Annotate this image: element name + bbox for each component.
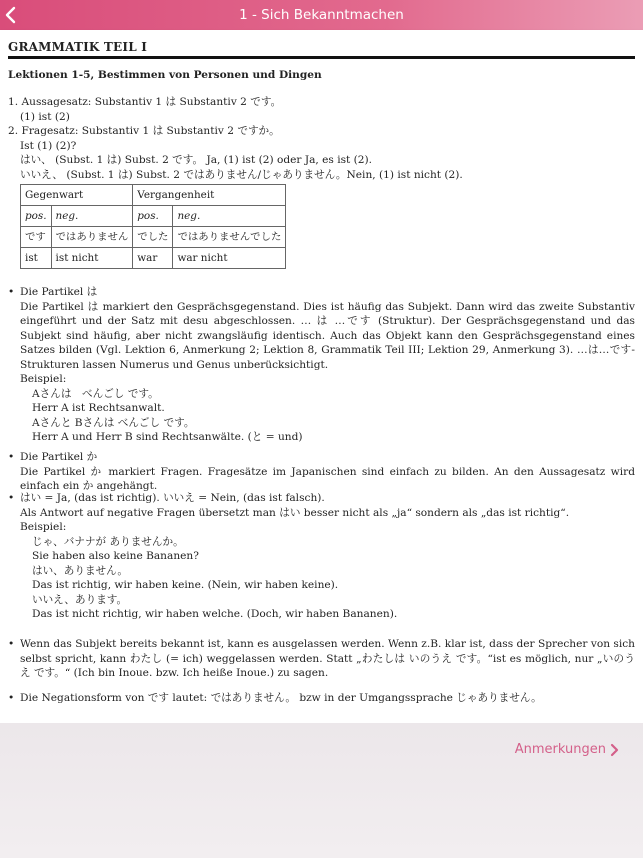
bullet-title: はい = Ja, (das ist richtig). いいえ = Nein, (das ist falsch). [20, 492, 325, 504]
navigation-bar [0, 0, 643, 30]
list-number: 2. [8, 125, 19, 137]
next-page-link[interactable] [515, 742, 619, 757]
list-item [8, 95, 463, 110]
table-cell: neg. [51, 206, 133, 227]
heading-rule [8, 56, 635, 59]
bullet-title-row [8, 285, 635, 300]
table-row [21, 248, 286, 269]
bullet-hai-iie [8, 491, 635, 622]
example-line: Aさんと Bさんは べんごし です。 [32, 416, 195, 429]
example-line: いいえ、あります。 [32, 593, 128, 606]
bullet-icon: • [8, 451, 15, 463]
list-number: 1. [8, 96, 19, 108]
section-heading: GRAMMATIK TEIL I [8, 40, 148, 54]
example-line: Aさんは べんごし です。 [32, 387, 159, 400]
bullet-icon: • [8, 692, 15, 704]
bullet-title: Die Partikel か [20, 451, 98, 463]
example-label: Beispiel: [20, 521, 67, 533]
bullet-title-row [8, 491, 635, 506]
table-row [21, 227, 286, 248]
example-line: はい、ありません。 [32, 564, 128, 577]
table-cell: ではありませんでした [173, 227, 286, 248]
example-line: Sie haben also keine Bananen? [32, 550, 199, 562]
bullet-text: Als Antwort auf negative Fragen übersetzt man はい besser nicht als „ja“ sondern als „das ist richtig“. [20, 506, 570, 519]
list-text: Aussagesatz: Substantiv 1 は Substantiv 2 です。 [21, 96, 282, 108]
list-text: はい、 (Subst. 1 は) Subst. 2 です。 Ja, (1) ist (2) oder Ja, es ist (2). [20, 154, 373, 166]
table-cell: war [133, 248, 173, 269]
example-line: じゃ、バナナが ありませんか。 [32, 535, 184, 548]
table-row [21, 185, 286, 206]
table-cell: です [21, 227, 52, 248]
bullet-title-row [8, 450, 635, 465]
numbered-list [8, 95, 463, 182]
bullet-subject-omission [8, 637, 635, 681]
table-header: Gegenwart [21, 185, 133, 206]
example-list [20, 535, 635, 622]
grammar-table [20, 184, 286, 269]
table-cell: ist nicht [51, 248, 133, 269]
table-cell: war nicht [173, 248, 286, 269]
bullet-text: Die Partikel は markiert den Gesprächsgegenstand. Dies ist häufig das Subjekt. Dann wird das zweite Substantiv eingeführt und der Satz mit desu abgeschlossen. … は …です (Struktur). Der Gesprächsgegenstand und das Subjekt sind häufig, aber nicht zwangsläufig identisch. Auch das Objekt kann den Gesprächsgegenstand eines Satzes bilden (Vgl. Lektion 6, Anmerkung 2; Lektion 8, Grammatik Teil III; Lektion 29, Anmerkung 3). …は…です-Strukturen lassen Numerus und Genus unberücksichtigt. [20, 300, 635, 371]
list-item [8, 124, 463, 139]
bullet-icon: • [8, 492, 15, 504]
example-line: Das ist richtig, wir haben keine. (Nein, wir haben keine). [32, 579, 339, 591]
bullet-icon: • [8, 638, 15, 650]
footer-area [0, 723, 643, 858]
list-text: Fragesatz: Substantiv 1 は Substantiv 2 ですか。 [21, 125, 280, 137]
chevron-right-icon [609, 743, 619, 757]
example-list [20, 387, 635, 445]
table-cell: でした [133, 227, 173, 248]
bullet-negation [8, 691, 635, 706]
content-page[interactable] [0, 30, 643, 723]
example-label: Beispiel: [20, 373, 67, 385]
bullet-row [8, 691, 635, 706]
bullet-title: Die Partikel は [20, 286, 98, 298]
table-cell: pos. [133, 206, 173, 227]
example-line: Herr A und Herr B sind Rechtsanwälte. (と = und) [32, 431, 303, 443]
table-cell: neg. [173, 206, 286, 227]
page-title: 1 - Sich Bekanntmachen [239, 7, 404, 23]
table-cell: pos. [21, 206, 52, 227]
bullet-text: Wenn das Subjekt bereits bekannt ist, kann es ausgelassen werden. Wenn z.B. klar ist, dass der Sprecher von sich selbst spricht, kann わたし (= ich) weggelassen werden. Statt „わたしは いのうえ です。“ist es möglich, nur „いのうえ です。“ (Ich bin Inoue. bzw. Ich heiße Inoue.) zu sagen. [20, 638, 635, 679]
bullet-text: Die Negationsform von です lautet: ではありません。 bzw in der Umgangssprache じゃありません。 [20, 692, 542, 704]
list-text: Ist (1) (2)? [20, 139, 77, 152]
table-row [21, 206, 286, 227]
bullet-particle-ka [8, 450, 635, 494]
bullet-text: Die Partikel か markiert Fragen. Fragesätze im Japanischen sind einfach zu bilden. An den Aussagesatz wird einfach ein か angehängt. [20, 465, 635, 492]
table-cell: ist [21, 248, 52, 269]
section-subheading: Lektionen 1-5, Bestimmen von Personen und Dingen [8, 69, 322, 81]
table-cell: ではありません [51, 227, 133, 248]
list-text: (1) ist (2) [20, 110, 70, 123]
bullet-row [8, 637, 635, 681]
example-line: Das ist nicht richtig, wir haben welche. (Doch, wir haben Bananen). [32, 608, 398, 620]
table-header: Vergangenheit [133, 185, 286, 206]
next-page-label: Anmerkungen [514, 742, 606, 757]
bullet-particle-wa [8, 285, 635, 445]
bullet-icon: • [8, 286, 15, 298]
example-line: Herr A ist Rechtsanwalt. [32, 402, 165, 414]
list-text: いいえ、 (Subst. 1 は) Subst. 2 ではありません/じゃありません。Nein, (1) ist nicht (2). [20, 168, 463, 181]
